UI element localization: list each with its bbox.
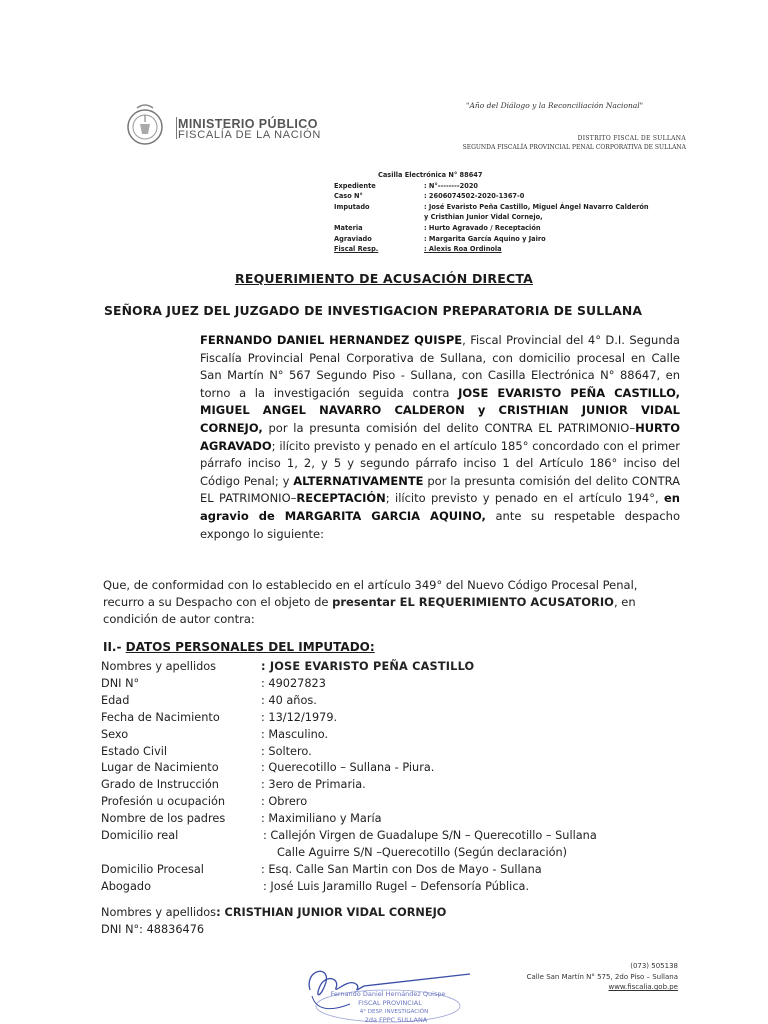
personal-data-row xyxy=(101,744,597,761)
personal-data-text: : 49027823 xyxy=(261,676,326,690)
personal-data-row xyxy=(101,828,597,845)
intro-text-3: ; ilícito previsto y penado en el artículo 185° concordado con el primer párrafo inciso 1, 2, y 5 y segundo párrafo inciso 1 del Artículo 186° inciso del Código Penal; y xyxy=(200,438,680,488)
personal-data-value xyxy=(261,760,434,777)
intro-text-4: por la presunta comisión del delito CONTRA EL PATRIMONIO– xyxy=(200,473,680,506)
intro-text-6: ante su respetable despacho expongo lo siguiente: xyxy=(200,508,680,541)
que-text-1: Que, de conformidad con lo establecido en el artículo 349° del Nuevo Código Procesal Penal, recurro a su Despacho con el objeto de xyxy=(103,578,638,609)
case-row-value: y Cristhian Junior Vidal Cornejo, xyxy=(424,213,543,222)
case-row-label xyxy=(334,212,424,223)
personal-data-value xyxy=(261,845,567,862)
personal-data-label: Lugar de Nacimiento xyxy=(101,761,219,775)
personal-data-label: Fecha de Nacimiento xyxy=(101,710,220,724)
case-row-label: Imputado xyxy=(334,202,370,211)
case-row-value: : 2606074502-2020-1367-0 xyxy=(424,192,525,201)
personal-data-row xyxy=(101,727,597,744)
stamp-line-2: FISCAL PROVINCIAL xyxy=(358,999,422,1007)
institution-name: MINISTERIO PÚBLICO xyxy=(178,117,318,131)
personal-data-text: : Esq. Calle San Martin con Dos de Mayo - Sullana xyxy=(261,862,542,876)
personal-data-value xyxy=(261,862,542,879)
personal-data-value xyxy=(261,676,326,693)
personal-data-value xyxy=(261,744,312,761)
office-name: SEGUNDA FISCALÍA PROVINCIAL PENAL CORPORATIVA DE SULLANA xyxy=(462,144,686,151)
personal-data-text: : Querecotillo – Sullana - Piura. xyxy=(261,761,435,775)
personal-data-row xyxy=(101,659,597,676)
personal-data-text: : Soltero. xyxy=(261,744,312,758)
personal-data-value xyxy=(261,777,366,794)
institution-subname: FISCALÍA DE LA NACIÓN xyxy=(178,129,322,141)
personal-data-label: Edad xyxy=(101,693,130,707)
personal-data-value xyxy=(261,727,328,744)
personal-data-label: Grado de Instrucción xyxy=(101,778,219,792)
case-info-block xyxy=(334,170,704,255)
personal-data-row xyxy=(101,710,597,727)
case-row xyxy=(334,234,704,245)
personal-data-label: Nombres y apellidos xyxy=(101,906,217,919)
personal-data-text: : 3ero de Primaria. xyxy=(261,778,366,792)
addressee: SEÑORA JUEZ DEL JUZGADO DE INVESTIGACION PREPARATORIA DE SULLANA xyxy=(104,303,643,318)
personal-data-label: Nombres y apellidos xyxy=(101,660,217,673)
case-row-label: Expediente xyxy=(334,181,376,190)
stamp-line-3: 4° DESP. INVESTIGACIÓN xyxy=(359,1009,429,1015)
personal-data-label: DNI N° xyxy=(101,922,140,936)
intro-text-2: por la presunta comisión del delito CONTRA EL PATRIMONIO– xyxy=(262,420,636,435)
personal-data-text: : Maximiliano y María xyxy=(261,812,382,826)
stamp-line-4: 2da FPPC SULLANA xyxy=(364,1016,428,1024)
case-row xyxy=(334,191,704,202)
personal-data-row xyxy=(101,777,597,794)
signature-stamp xyxy=(290,960,480,1024)
personal-data-text: : 13/12/1979. xyxy=(261,710,338,724)
personal-data-row xyxy=(101,794,597,811)
accused-names: JOSE EVARISTO PEÑA CASTILLO, MIGUEL ANGEL NAVARRO CALDERON y CRISTHIAN JUNIOR VIDAL CORNEJO, xyxy=(200,385,680,435)
institution-logo-text xyxy=(178,118,321,141)
case-row-value: : Hurto Agravado / Receptación xyxy=(424,223,541,232)
personal-data-row xyxy=(101,879,597,896)
case-row-label: Fiscal Resp. xyxy=(334,245,379,254)
personal-data-label: DNI N° xyxy=(101,676,140,690)
casilla-electronica: Casilla Electrónica N° 88647 xyxy=(378,171,483,179)
prosecutor-name: FERNANDO DANIEL HERNANDEZ QUISPE xyxy=(200,333,463,347)
personal-data-value xyxy=(261,659,474,676)
case-row-label: Agraviado xyxy=(334,234,372,243)
personal-data-label: Nombre de los padres xyxy=(101,812,226,826)
personal-data-label: Sexo xyxy=(101,727,129,741)
personal-data-text: : Masculino. xyxy=(261,727,329,741)
personal-data-label xyxy=(101,845,261,862)
footer-phone: (073) 505138 xyxy=(630,962,678,970)
intro-text-5: ; ilícito previsto y penado en el artículo 194°, xyxy=(385,491,664,506)
case-row-value: : Margarita García Aquino y Jairo xyxy=(424,234,546,243)
intro-text-1: , Fiscal Provincial del 4° D.I. Segunda Fiscalía Provincial Penal Corporativa de Sullana, con domicilio procesal en Calle San Martín N° 567 Segundo Piso - Sullana, con Casilla Electrónica N° 88647, en torno a la investigación seguida contra xyxy=(200,333,680,400)
personal-data-table-1 xyxy=(101,659,597,896)
case-row-value: : José Evaristo Peña Castillo, Miguel Ángel Navarro Calderón xyxy=(424,202,649,211)
crime-receptacion: RECEPTACIÓN xyxy=(296,491,386,506)
accused-full-name: : JOSE EVARISTO PEÑA CASTILLO xyxy=(261,660,475,673)
personal-data-label: Estado Civil xyxy=(101,744,168,758)
case-row-label: Caso N° xyxy=(334,192,363,201)
case-row xyxy=(334,244,704,255)
alternatively-label: ALTERNATIVAMENTE xyxy=(293,473,424,488)
personal-data-label: Domicilio real xyxy=(101,829,179,843)
que-bold: presentar EL REQUERIMIENTO ACUSATORIO xyxy=(332,594,614,609)
section-heading xyxy=(103,640,375,654)
personal-data-value xyxy=(261,828,597,845)
case-row-label: Materia xyxy=(334,223,363,232)
section-title: DATOS PERSONALES DEL IMPUTADO: xyxy=(125,640,375,654)
personal-data-label: Abogado xyxy=(101,879,151,893)
personal-data-row xyxy=(101,845,597,862)
personal-data-text: : 40 años. xyxy=(261,693,317,707)
stamp-line-1: Fernando Daniel Hernández Quispe xyxy=(330,990,446,998)
case-row xyxy=(334,212,704,223)
personal-data-row xyxy=(101,811,597,828)
office-header xyxy=(463,134,686,152)
personal-data-label: Profesión u ocupación xyxy=(101,795,226,809)
case-row-value: : N°--------2020 xyxy=(424,181,478,190)
personal-data-row xyxy=(101,862,597,879)
personal-data-row xyxy=(101,676,597,693)
personal-data-text: : José Luis Jaramillo Rugel – Defensoría Pública. xyxy=(263,879,530,893)
footer-website-link[interactable]: www.fiscalia.gob.pe xyxy=(608,983,678,991)
personal-data-text: : Callejón Virgen de Guadalupe S/N – Querecotillo – Sullana xyxy=(263,829,597,843)
document-title: REQUERIMIENTO DE ACUSACIÓN DIRECTA xyxy=(235,271,533,286)
intro-paragraph xyxy=(200,332,680,543)
personal-data-label: Domicilio Procesal xyxy=(101,862,204,876)
office-district: DISTRITO FISCAL DE SULLANA xyxy=(577,135,686,142)
case-row xyxy=(334,202,704,213)
case-row xyxy=(334,181,704,192)
personal-data-text: : Obrero xyxy=(261,795,308,809)
que-text-2: , en condición de autor contra: xyxy=(103,594,636,626)
personal-data-text: Calle Aguirre S/N –Querecotillo (Según declaración) xyxy=(277,845,568,859)
case-row-value: : Alexis Roa Ordinola xyxy=(424,245,502,254)
personal-data-value xyxy=(261,879,529,896)
personal-data-table-2 xyxy=(101,905,446,939)
personal-data-value xyxy=(261,794,307,811)
personal-data-value xyxy=(261,693,317,710)
year-motto: "Año del Diálogo y la Reconciliación Nacional" xyxy=(466,101,644,110)
personal-data-row xyxy=(101,922,446,939)
personal-data-value xyxy=(261,811,382,828)
footer-address: Calle San Martín N° 575, 2do Piso – Sullana xyxy=(526,972,678,981)
que-paragraph xyxy=(103,577,681,627)
victim-name: en agravio de MARGARITA GARCIA AQUINO, xyxy=(200,491,680,523)
personal-data-row xyxy=(101,905,446,922)
personal-data-row xyxy=(101,693,597,710)
ministerio-publico-seal-icon xyxy=(120,100,170,150)
section-number: II.- xyxy=(103,640,126,654)
crime-hurto: HURTO AGRAVADO xyxy=(200,420,680,453)
accused-full-name: : CRISTHIAN JUNIOR VIDAL CORNEJO xyxy=(216,906,447,919)
personal-data-value xyxy=(261,710,337,727)
personal-data-row xyxy=(101,760,597,777)
personal-data-text: : 48836476 xyxy=(139,922,205,936)
personal-data-value xyxy=(139,923,204,936)
case-row xyxy=(334,223,704,234)
logo-divider xyxy=(176,117,177,139)
footer-contact xyxy=(527,961,678,993)
personal-data-value xyxy=(216,906,446,919)
